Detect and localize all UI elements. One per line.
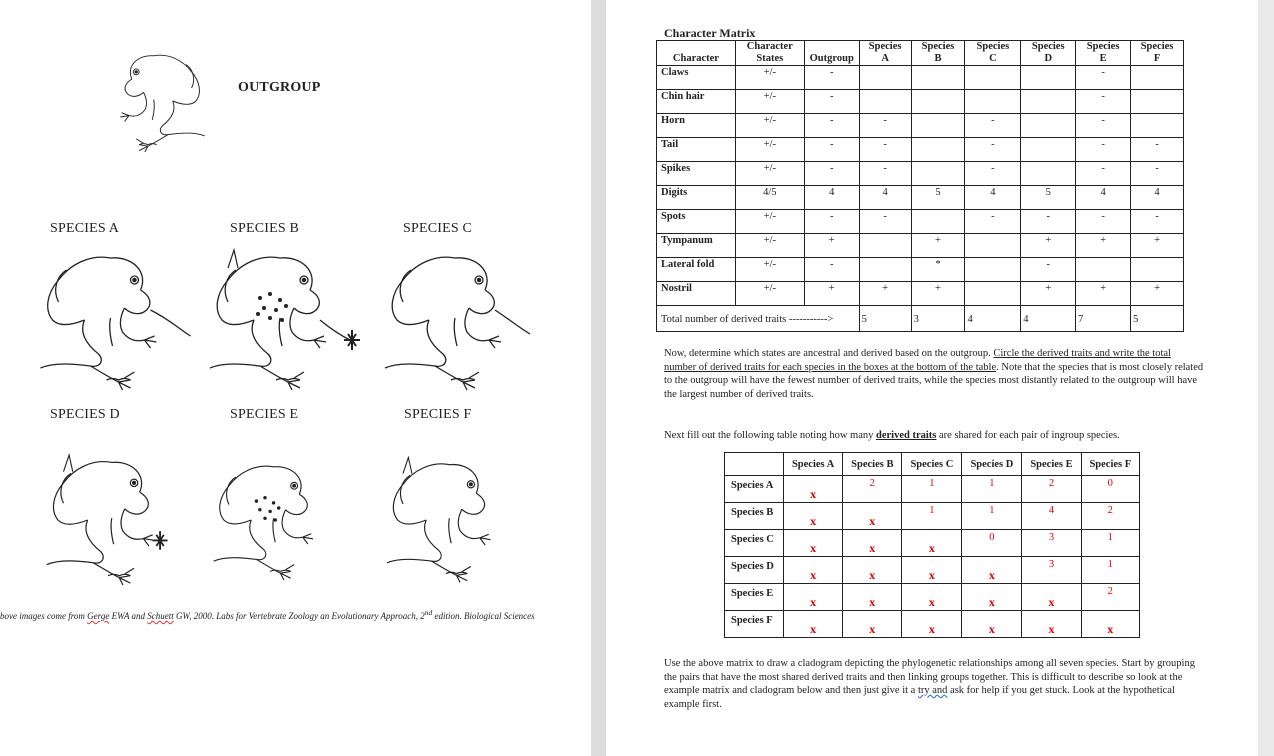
caption-mid1: EWA and bbox=[109, 611, 148, 621]
shared-row-header: Species B bbox=[725, 503, 784, 530]
matrix-row bbox=[657, 258, 1184, 282]
caption-mid2: GW, 2000. Labs for Vertebrate Zoology an Evolutionary Approach, 2 bbox=[173, 611, 425, 621]
shared-cell[interactable]: x bbox=[902, 584, 962, 611]
shared-cell[interactable]: x bbox=[784, 476, 843, 503]
matrix-cell-a[interactable]: 4 bbox=[859, 186, 911, 210]
caption-sup: nd bbox=[424, 608, 433, 617]
matrix-character-name: Tail bbox=[657, 138, 736, 162]
shared-cell[interactable]: x bbox=[843, 611, 902, 638]
col-species-c bbox=[965, 41, 1021, 66]
matrix-cell-f[interactable] bbox=[1131, 90, 1184, 114]
character-matrix-table bbox=[656, 40, 1184, 332]
shared-cell[interactable]: x bbox=[1081, 611, 1139, 638]
matrix-cell-a[interactable] bbox=[859, 66, 911, 90]
matrix-row bbox=[657, 282, 1184, 306]
col-species-e-l1: Species bbox=[1086, 41, 1120, 52]
matrix-cell-a[interactable] bbox=[859, 234, 911, 258]
left-page bbox=[0, 0, 591, 756]
shared-cell[interactable]: 3 bbox=[1022, 530, 1081, 557]
right-page bbox=[606, 0, 1258, 756]
para2-pre: Next fill out the following table noting how many bbox=[664, 430, 877, 441]
page-gutter bbox=[591, 0, 606, 756]
species-d-label: SPECIES D bbox=[50, 407, 120, 422]
total-derived-traits-label: Total number of derived traits -----------> bbox=[657, 306, 860, 332]
shared-cell[interactable]: x bbox=[784, 584, 843, 611]
para2-bold: derived traits bbox=[876, 430, 937, 441]
matrix-cell-d[interactable] bbox=[1021, 114, 1076, 138]
shared-cell[interactable]: 1 bbox=[1081, 557, 1139, 584]
matrix-cell-out[interactable]: - bbox=[804, 258, 859, 282]
species-b-frog-image bbox=[185, 250, 355, 390]
caption-suffix: edition. Biological Sciences bbox=[432, 611, 535, 621]
matrix-cell-d[interactable]: 5 bbox=[1021, 186, 1076, 210]
matrix-cell-f[interactable]: + bbox=[1131, 234, 1184, 258]
total-species-f[interactable]: 5 bbox=[1131, 306, 1184, 332]
matrix-cell-d[interactable]: - bbox=[1021, 210, 1076, 234]
para3-wavy: try and bbox=[917, 685, 948, 696]
matrix-cell-c[interactable] bbox=[965, 282, 1021, 306]
shared-row-header: Species C bbox=[725, 530, 784, 557]
matrix-cell-f[interactable]: - bbox=[1131, 138, 1184, 162]
shared-col-header: Species A bbox=[784, 453, 843, 476]
col-species-a bbox=[859, 41, 911, 66]
matrix-cell-out[interactable]: - bbox=[804, 114, 859, 138]
window-edge bbox=[1258, 0, 1274, 756]
matrix-cell-out[interactable]: + bbox=[804, 234, 859, 258]
shared-cell[interactable]: x bbox=[1022, 611, 1081, 638]
col-species-f-l2: F bbox=[1153, 53, 1161, 64]
matrix-row bbox=[657, 114, 1184, 138]
col-character: Character bbox=[657, 41, 736, 66]
matrix-cell-b[interactable] bbox=[911, 114, 965, 138]
matrix-character-name: Digits bbox=[657, 186, 736, 210]
species-c-label: SPECIES C bbox=[403, 221, 473, 236]
col-species-f-l1: Species bbox=[1140, 41, 1174, 52]
species-e-label: SPECIES E bbox=[230, 407, 299, 422]
matrix-header-row bbox=[657, 41, 1184, 66]
shared-header-row bbox=[725, 453, 1140, 476]
species-a-label: SPECIES A bbox=[50, 221, 120, 236]
shared-cell[interactable]: x bbox=[784, 503, 843, 530]
shared-cell[interactable]: x bbox=[843, 503, 902, 530]
matrix-cell-b[interactable]: + bbox=[911, 282, 965, 306]
matrix-row bbox=[657, 162, 1184, 186]
species-f-label: SPECIES F bbox=[404, 407, 472, 422]
shared-cell[interactable]: 1 bbox=[962, 476, 1022, 503]
matrix-character-name: Nostril bbox=[657, 282, 736, 306]
matrix-cell-f[interactable]: + bbox=[1131, 282, 1184, 306]
col-species-d bbox=[1021, 41, 1076, 66]
matrix-cell-b[interactable]: 5 bbox=[911, 186, 965, 210]
shared-row-header: Species A bbox=[725, 476, 784, 503]
matrix-character-name: Spots bbox=[657, 210, 736, 234]
col-states-line1: Character bbox=[746, 41, 793, 52]
matrix-cell-f[interactable] bbox=[1131, 114, 1184, 138]
matrix-row bbox=[657, 234, 1184, 258]
shared-cell[interactable]: 2 bbox=[843, 476, 902, 503]
species-a-frog-image bbox=[18, 250, 183, 390]
matrix-cell-out[interactable]: 4 bbox=[804, 186, 859, 210]
col-species-c-l1: Species bbox=[976, 41, 1010, 52]
shared-cell[interactable]: x bbox=[962, 584, 1022, 611]
shared-cell[interactable]: x bbox=[784, 530, 843, 557]
matrix-cell-a[interactable]: - bbox=[859, 162, 911, 186]
instructions-paragraph-3 bbox=[664, 657, 1204, 711]
para2-post: are shared for each pair of ingroup species. bbox=[936, 430, 1120, 441]
outgroup-frog-image bbox=[110, 40, 230, 180]
matrix-row bbox=[657, 210, 1184, 234]
shared-cell[interactable]: x bbox=[843, 530, 902, 557]
total-species-d[interactable]: 4 bbox=[1021, 306, 1076, 332]
col-outgroup: Outgroup bbox=[804, 41, 859, 66]
matrix-character-name: Claws bbox=[657, 66, 736, 90]
shared-cell[interactable]: 3 bbox=[1022, 557, 1081, 584]
matrix-cell-states[interactable]: +/- bbox=[735, 114, 804, 138]
shared-corner bbox=[725, 453, 784, 476]
matrix-cell-d[interactable] bbox=[1021, 66, 1076, 90]
shared-cell[interactable]: 2 bbox=[1081, 584, 1139, 611]
species-f-frog-image bbox=[378, 455, 503, 585]
matrix-cell-states[interactable]: +/- bbox=[735, 66, 804, 90]
matrix-cell-out[interactable]: - bbox=[804, 138, 859, 162]
para1-underlined: Circle the derived traits and write the total number of derived traits for each species in the boxes at the bottom of the table bbox=[664, 348, 1171, 373]
matrix-cell-d[interactable] bbox=[1021, 162, 1076, 186]
matrix-cell-a[interactable]: + bbox=[859, 282, 911, 306]
shared-col-header: Species C bbox=[902, 453, 962, 476]
matrix-cell-f[interactable]: - bbox=[1131, 210, 1184, 234]
matrix-cell-b[interactable] bbox=[911, 90, 965, 114]
shared-col-header: Species D bbox=[962, 453, 1022, 476]
matrix-row bbox=[657, 138, 1184, 162]
matrix-character-name: Lateral fold bbox=[657, 258, 736, 282]
matrix-row bbox=[657, 66, 1184, 90]
species-d-frog-image bbox=[25, 455, 180, 585]
matrix-total-row bbox=[657, 306, 1184, 332]
matrix-cell-e[interactable]: 4 bbox=[1076, 186, 1131, 210]
shared-cell[interactable]: x bbox=[902, 557, 962, 584]
matrix-cell-a[interactable]: - bbox=[859, 114, 911, 138]
matrix-cell-a[interactable]: - bbox=[859, 138, 911, 162]
matrix-cell-b[interactable] bbox=[911, 138, 965, 162]
col-species-a-l1: Species bbox=[868, 41, 902, 52]
species-b-label: SPECIES B bbox=[230, 221, 300, 236]
shared-cell[interactable]: x bbox=[1022, 584, 1081, 611]
shared-row bbox=[725, 530, 1140, 557]
matrix-cell-states[interactable]: +/- bbox=[735, 258, 804, 282]
total-species-e[interactable]: 7 bbox=[1076, 306, 1131, 332]
shared-cell[interactable]: x bbox=[902, 530, 962, 557]
matrix-cell-out[interactable]: + bbox=[804, 282, 859, 306]
matrix-cell-d[interactable]: - bbox=[1021, 258, 1076, 282]
shared-row bbox=[725, 503, 1140, 530]
matrix-cell-states[interactable]: 4/5 bbox=[735, 186, 804, 210]
total-species-b[interactable]: 3 bbox=[911, 306, 965, 332]
matrix-cell-c[interactable] bbox=[965, 66, 1021, 90]
instructions-paragraph-1 bbox=[664, 347, 1204, 401]
matrix-cell-c[interactable]: - bbox=[965, 162, 1021, 186]
shared-row-header: Species F bbox=[725, 611, 784, 638]
matrix-cell-states[interactable]: +/- bbox=[735, 210, 804, 234]
shared-col-header: Species F bbox=[1081, 453, 1139, 476]
shared-col-header: Species B bbox=[843, 453, 902, 476]
shared-cell[interactable]: x bbox=[784, 611, 843, 638]
matrix-cell-c[interactable]: - bbox=[965, 210, 1021, 234]
matrix-row bbox=[657, 186, 1184, 210]
matrix-cell-b[interactable] bbox=[911, 210, 965, 234]
shared-cell[interactable]: 0 bbox=[1081, 476, 1139, 503]
matrix-cell-out[interactable]: - bbox=[804, 210, 859, 234]
shared-cell[interactable]: 1 bbox=[1081, 530, 1139, 557]
shared-cell[interactable]: x bbox=[843, 584, 902, 611]
col-species-b-l1: Species bbox=[921, 41, 955, 52]
matrix-cell-states[interactable]: +/- bbox=[735, 138, 804, 162]
shared-traits-table bbox=[724, 452, 1140, 638]
shared-cell[interactable]: x bbox=[902, 611, 962, 638]
matrix-character-name: Chin hair bbox=[657, 90, 736, 114]
shared-row bbox=[725, 611, 1140, 638]
col-species-d-l1: Species bbox=[1031, 41, 1065, 52]
matrix-cell-d[interactable] bbox=[1021, 90, 1076, 114]
total-species-a[interactable]: 5 bbox=[859, 306, 911, 332]
matrix-cell-c[interactable]: - bbox=[965, 138, 1021, 162]
matrix-cell-d[interactable] bbox=[1021, 138, 1076, 162]
matrix-character-name: Tympanum bbox=[657, 234, 736, 258]
shared-row bbox=[725, 476, 1140, 503]
col-species-f bbox=[1131, 41, 1184, 66]
matrix-cell-a[interactable] bbox=[859, 90, 911, 114]
matrix-cell-states[interactable]: +/- bbox=[735, 234, 804, 258]
matrix-cell-out[interactable]: - bbox=[804, 162, 859, 186]
caption-author2: Schuett bbox=[147, 611, 174, 621]
shared-cell[interactable]: 0 bbox=[962, 530, 1022, 557]
outgroup-label: OUTGROUP bbox=[238, 80, 321, 95]
para1-rest: . Note that the species that is most closely related to the outgroup will have the fewest number of derived traits, while the species most distantly related to the outgroup will have the largest number of derived traits. bbox=[664, 361, 1204, 400]
col-species-e bbox=[1076, 41, 1131, 66]
col-species-e-l2: E bbox=[1099, 53, 1107, 64]
matrix-cell-e[interactable]: - bbox=[1076, 90, 1131, 114]
matrix-cell-c[interactable] bbox=[965, 90, 1021, 114]
matrix-cell-a[interactable] bbox=[859, 258, 911, 282]
matrix-cell-c[interactable] bbox=[965, 234, 1021, 258]
matrix-cell-f[interactable] bbox=[1131, 66, 1184, 90]
matrix-cell-c[interactable] bbox=[965, 258, 1021, 282]
species-c-frog-image bbox=[365, 250, 525, 390]
matrix-cell-states[interactable]: +/- bbox=[735, 90, 804, 114]
matrix-cell-f[interactable]: - bbox=[1131, 162, 1184, 186]
shared-cell[interactable]: 1 bbox=[902, 503, 962, 530]
matrix-cell-f[interactable]: 4 bbox=[1131, 186, 1184, 210]
matrix-cell-out[interactable]: - bbox=[804, 90, 859, 114]
shared-cell[interactable]: 2 bbox=[1022, 476, 1081, 503]
matrix-character-name: Spikes bbox=[657, 162, 736, 186]
col-species-b bbox=[911, 41, 965, 66]
matrix-character-name: Horn bbox=[657, 114, 736, 138]
shared-cell[interactable]: 2 bbox=[1081, 503, 1139, 530]
shared-row bbox=[725, 584, 1140, 611]
shared-col-header: Species E bbox=[1022, 453, 1081, 476]
shared-cell[interactable]: 4 bbox=[1022, 503, 1081, 530]
matrix-cell-e[interactable]: - bbox=[1076, 114, 1131, 138]
matrix-title: Character Matrix bbox=[664, 26, 756, 40]
col-species-a-l2: A bbox=[881, 53, 889, 64]
instructions-paragraph-2 bbox=[664, 429, 1204, 443]
species-e-frog-image bbox=[205, 455, 325, 585]
col-species-b-l2: B bbox=[934, 53, 942, 64]
matrix-cell-b[interactable] bbox=[911, 162, 965, 186]
matrix-cell-e[interactable]: + bbox=[1076, 234, 1131, 258]
matrix-cell-e[interactable]: + bbox=[1076, 282, 1131, 306]
shared-cell[interactable]: x bbox=[784, 557, 843, 584]
matrix-cell-e[interactable]: - bbox=[1076, 66, 1131, 90]
para3-pre: Use the above matrix to draw a cladogram depicting the phylogenetic relationships among all seven species. Start by grouping the pairs that have the most shared derived traits and then linking groups together. This is difficult to describe so look at the example matrix and cladogram below and then just give it a bbox=[664, 658, 1195, 696]
caption-author1: Gerge bbox=[87, 611, 110, 621]
shared-cell[interactable]: 1 bbox=[902, 476, 962, 503]
matrix-cell-b[interactable] bbox=[911, 66, 965, 90]
col-states bbox=[735, 41, 804, 66]
col-states-line2: States bbox=[756, 53, 784, 64]
caption-prefix: bove images come from bbox=[0, 611, 88, 621]
matrix-cell-b[interactable]: + bbox=[911, 234, 965, 258]
para1-plain: Now, determine which states are ancestral and derived based on the outgroup. bbox=[664, 348, 994, 359]
matrix-cell-out[interactable]: - bbox=[804, 66, 859, 90]
matrix-cell-e[interactable]: - bbox=[1076, 138, 1131, 162]
shared-cell[interactable]: 1 bbox=[962, 503, 1022, 530]
image-credit-caption bbox=[0, 608, 535, 621]
matrix-cell-e[interactable]: - bbox=[1076, 162, 1131, 186]
matrix-cell-c[interactable]: - bbox=[965, 114, 1021, 138]
total-species-c[interactable]: 4 bbox=[965, 306, 1021, 332]
matrix-cell-states[interactable]: +/- bbox=[735, 282, 804, 306]
matrix-cell-f[interactable] bbox=[1131, 258, 1184, 282]
shared-cell[interactable]: x bbox=[962, 557, 1022, 584]
col-species-c-l2: C bbox=[989, 53, 997, 64]
matrix-cell-c[interactable]: 4 bbox=[965, 186, 1021, 210]
para3-post: ask for help if you get stuck. Look at the hypothetical example first. bbox=[664, 685, 1175, 710]
shared-row-header: Species D bbox=[725, 557, 784, 584]
shared-cell[interactable]: x bbox=[962, 611, 1022, 638]
matrix-cell-b[interactable]: * bbox=[911, 258, 965, 282]
matrix-cell-d[interactable]: + bbox=[1021, 282, 1076, 306]
matrix-cell-a[interactable]: - bbox=[859, 210, 911, 234]
matrix-cell-e[interactable] bbox=[1076, 258, 1131, 282]
shared-row-header: Species E bbox=[725, 584, 784, 611]
shared-row bbox=[725, 557, 1140, 584]
shared-cell[interactable]: x bbox=[843, 557, 902, 584]
matrix-cell-d[interactable]: + bbox=[1021, 234, 1076, 258]
matrix-row bbox=[657, 90, 1184, 114]
col-species-d-l2: D bbox=[1044, 53, 1053, 64]
matrix-cell-states[interactable]: +/- bbox=[735, 162, 804, 186]
matrix-cell-e[interactable]: - bbox=[1076, 210, 1131, 234]
